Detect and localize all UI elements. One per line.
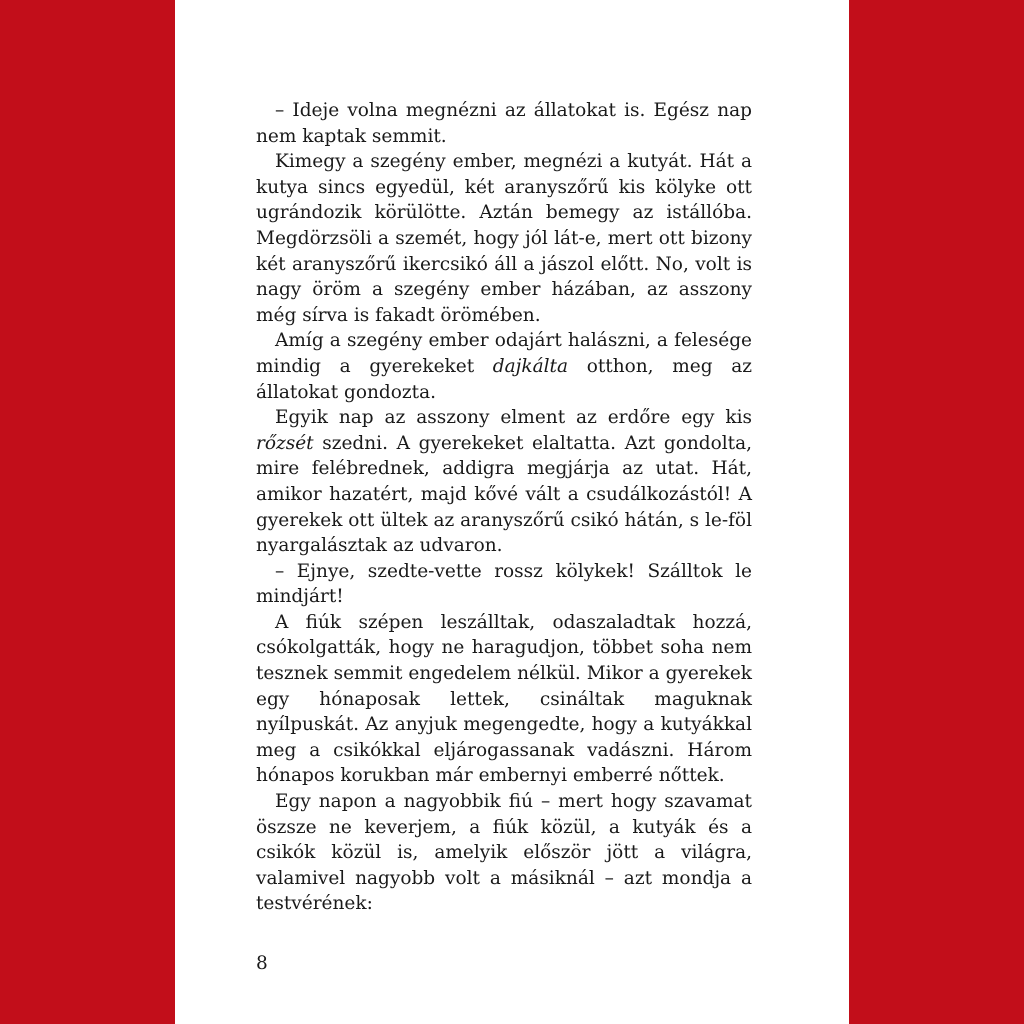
- italic-word: rőzsét: [256, 432, 314, 454]
- text-run: Egy napon a nagyobbik fiú – mert hogy szavamat öszsze ne keverjem, a fiúk közül, a kutyák és a csikók közül is, amelyik először jött a világra, valamivel nagyobb volt a másiknál – azt mondja a testvérének:: [256, 791, 752, 915]
- paragraph: [256, 559, 752, 610]
- text-run: szedni. A gyerekeket elaltatta. Azt gondolta, mire felébrednek, addigra megjárja az utat. Hát, amikor hazatért, majd kővé vált a csudálkozástól! A gyerekek ott ültek az aranyszőrű csikó hátán, s le-föl nyargalásztak az udvaron.: [256, 432, 752, 557]
- paragraph: [256, 98, 752, 149]
- paragraph: [256, 149, 752, 328]
- right-red-band: [849, 0, 1024, 1024]
- text-run: – Ejnye, szedte-vette rossz kölykek! Szálltok le mindjárt!: [256, 560, 752, 608]
- paragraph: [256, 328, 752, 405]
- text-run: Amíg a szegény ember odajárt halászni, a felesége mindig a gyerekeket: [256, 330, 752, 377]
- page-number: 8: [256, 953, 268, 974]
- text-run: otthon, meg az állatokat gondozta.: [256, 355, 752, 403]
- paragraph: [256, 789, 752, 917]
- body-text: [256, 98, 752, 917]
- book-page: [175, 0, 849, 1024]
- paragraph: [256, 610, 752, 789]
- text-run: Kimegy a szegény ember, megnézi a kutyát. Hát a kutya sincs egyedül, két aranyszőrű kis kölyke ott ugrándozik körülötte. Aztán bemegy az istállóba. Megdörzsöli a szemét, hogy jól lát-e, mert ott bizony két aranyszőrű ikercsikó áll a jászol előtt. No, volt is nagy öröm a szegény ember házában, az asszony még sírva is fakadt örömében.: [256, 151, 752, 326]
- text-run: Egyik nap az asszony elment az erdőre egy kis: [275, 407, 752, 429]
- text-run: A fiúk szépen leszálltak, odaszaladtak hozzá, csókolgatták, hogy ne haragudjon, többet soha nem tesznek semmit engedelem nélkül. Mikor a gyerekek egy hónaposak lettek, csináltak maguknak nyílpuskát. Az anyjuk megengedte, hogy a kutyákkal meg a csikókkal eljárogassanak vadászni. Három hónapos korukban már embernyi emberré nőttek.: [256, 611, 752, 787]
- left-red-band: [0, 0, 175, 1024]
- paragraph: [256, 405, 752, 559]
- italic-word: dajkálta: [492, 355, 569, 377]
- text-run: – Ideje volna megnézni az állatokat is. Egész nap nem kaptak semmit.: [256, 100, 752, 147]
